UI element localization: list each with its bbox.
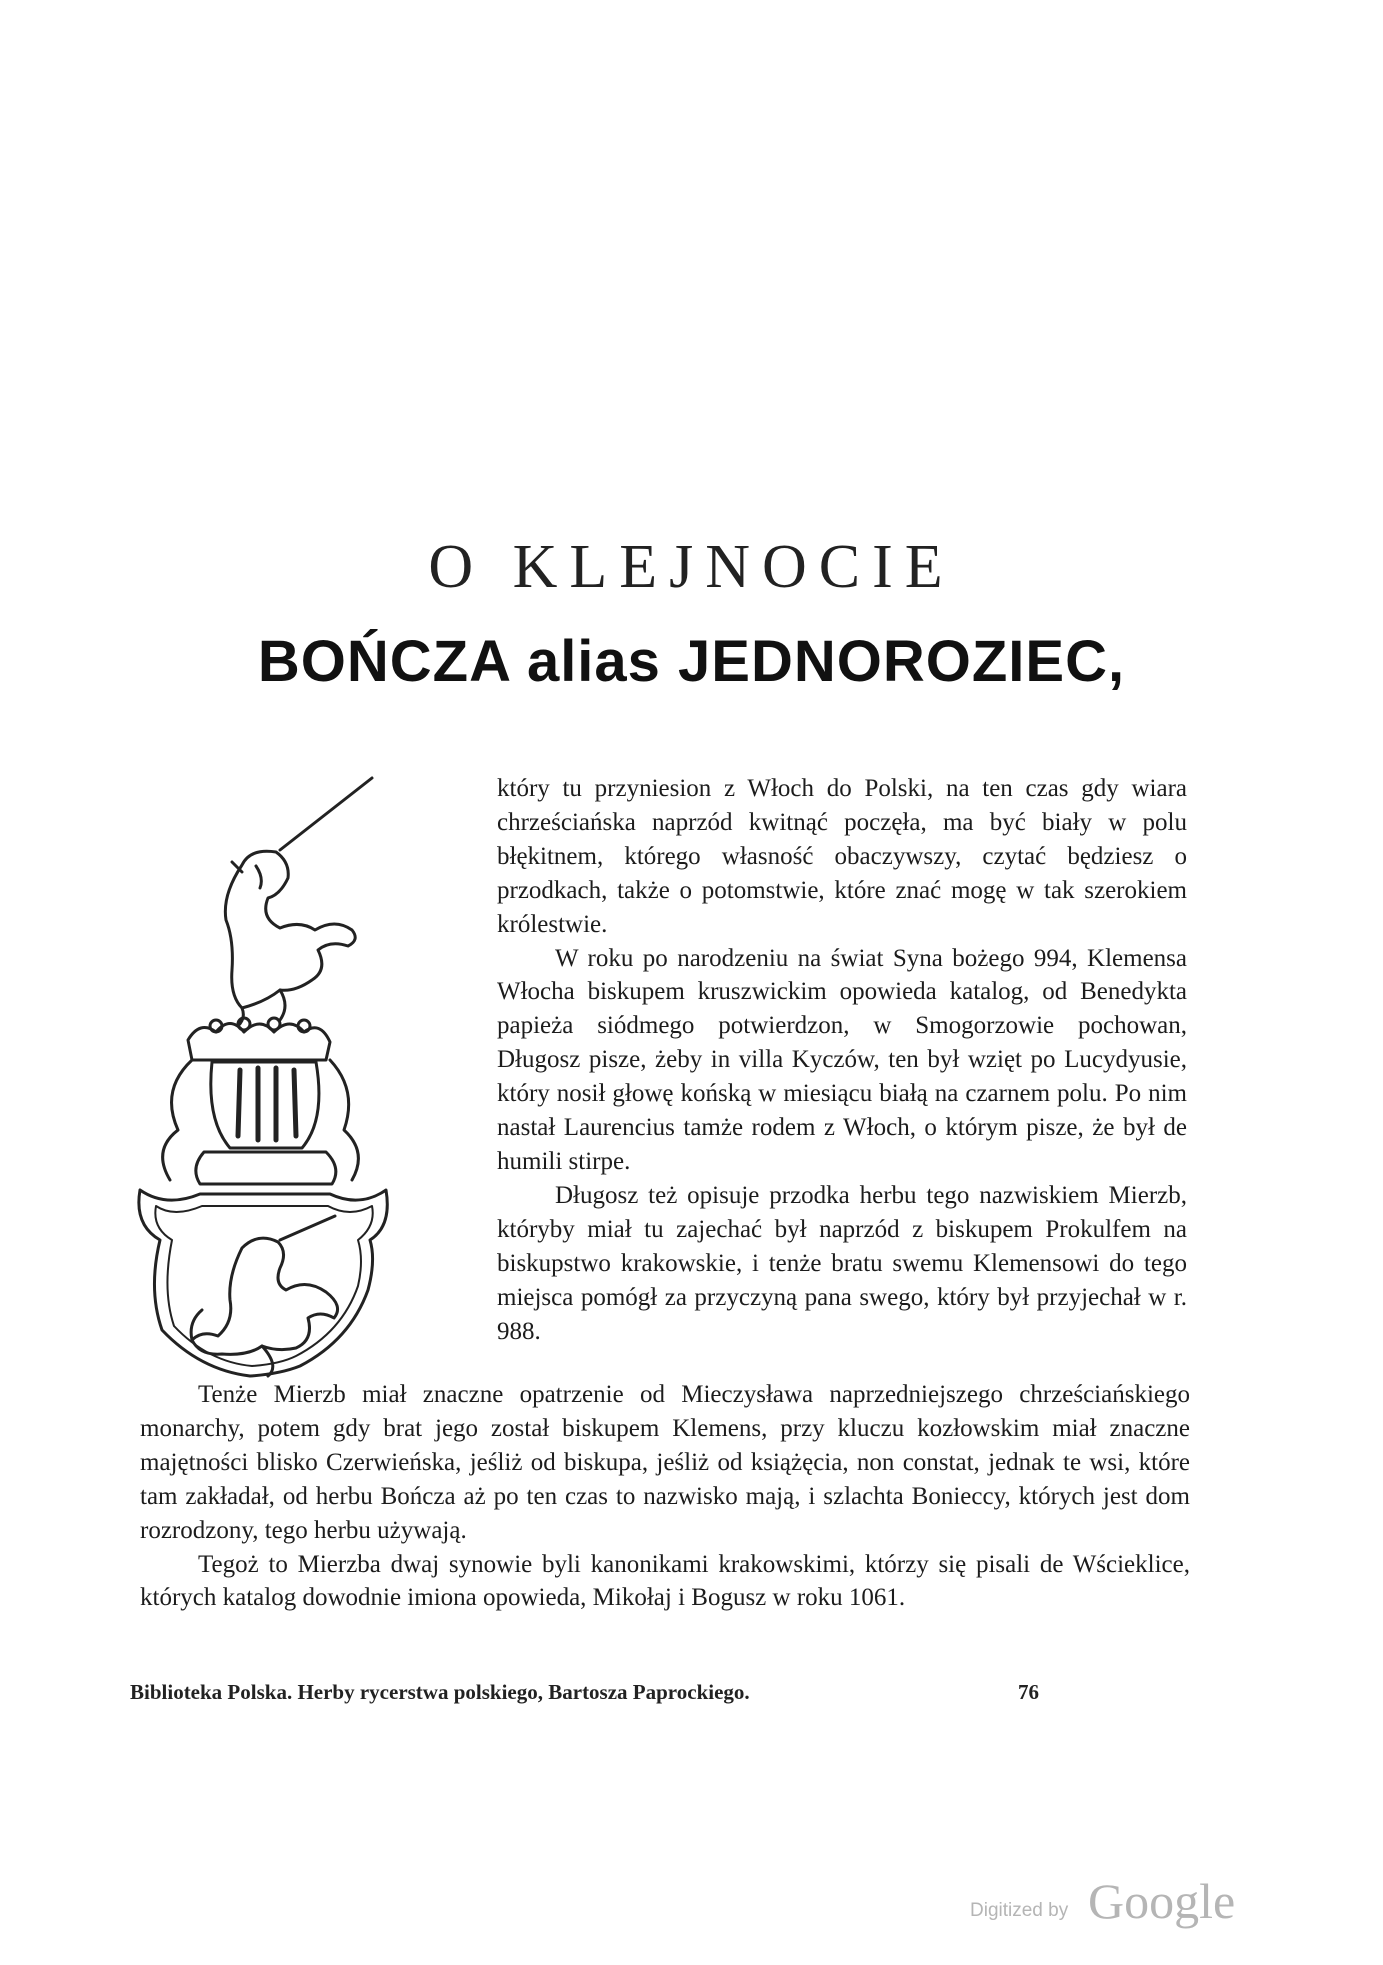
helmet [211, 1062, 319, 1148]
paragraph: który tu przyniesion z Włoch do Polski, na ten czas gdy wiara chrześciańska naprzód kwitnąć poczęła, ma być biały w polu błękitnem, którego własność obaczywszy, czytać będziesz o przodkach, także o potomstwie, które znać mogę w tak szerokiem królestwie. [497, 775, 1187, 938]
footer-source: Biblioteka Polska. Herby rycerstwa polskiego, Bartosza Paprockiego. [130, 1680, 750, 1704]
page-number: 76 [1018, 1680, 1039, 1704]
full-width-text [140, 1378, 1190, 1615]
shield-unicorn-horn [280, 1216, 335, 1240]
crest-unicorn-horn [280, 778, 372, 850]
paragraph: W roku po narodzeniu na świat Syna bożego 994, Klemensa Włocha biskupem kruszwickim opowieda katalog, od Benedykta papieża siódmego potwierdzon, w Smogorzowie pochowan, Długosz pisze, żeby in villa Kyczów, ten był wzięt po Lucydyusie, który nosił głowę końską w miesiącu białą na czarnem polu. Po nim nastał Laurencius tamże rodem z Włoch, o którym pisze, że był de humili stirpe. [497, 944, 1187, 1175]
paragraph: Długosz też opisuje przodka herbu tego nazwiskiem Mierzb, któryby miał tu zajechać był naprzód z biskupem Prokulfem na biskupstwo krakowskie, i tenże bratu swemu Klemensowi do tego miejsca pomógł za przyczyną pana swego, który był przyjechał w r. 988. [497, 1181, 1187, 1345]
watermark-prefix: Digitized by [970, 1900, 1069, 1921]
right-column-text [497, 772, 1187, 1348]
heading-line-2: BOŃCZA alias JEDNOROZIEC, [257, 629, 1126, 694]
paragraph: Tegoż to Mierzba dwaj synowie byli kanonikami krakowskimi, którzy się pisali de Wścieklice, których katalog dowodnie imiona opowieda, Mikołaj i Bogusz w roku 1061. [140, 1550, 1190, 1612]
paragraph: Tenże Mierzb miał znaczne opatrzenie od Mieczysława naprzedniejszego chrześciańskiego monarchy, potem gdy brat jego został biskupem Klemens, przy kluczu kozłowskim miał znaczne majętności blisko Czerwieńska, jeśliż od biskupa, jeśliż od książęcia, non constat, jednak te wsi, które tam zakładał, od herbu Bończa aż po ten czas to nazwisko mają, i szlachta Bonieccy, których jest dom rozrodzony, tego herbu używają. [140, 1381, 1190, 1544]
watermark-brand: Google [1088, 1873, 1236, 1929]
digitized-watermark [970, 1870, 1250, 1930]
page-footer [130, 1680, 1080, 1705]
coat-of-arms-illustration [130, 770, 470, 1380]
heading-line-1: O KLEJNOCIE [428, 533, 955, 601]
